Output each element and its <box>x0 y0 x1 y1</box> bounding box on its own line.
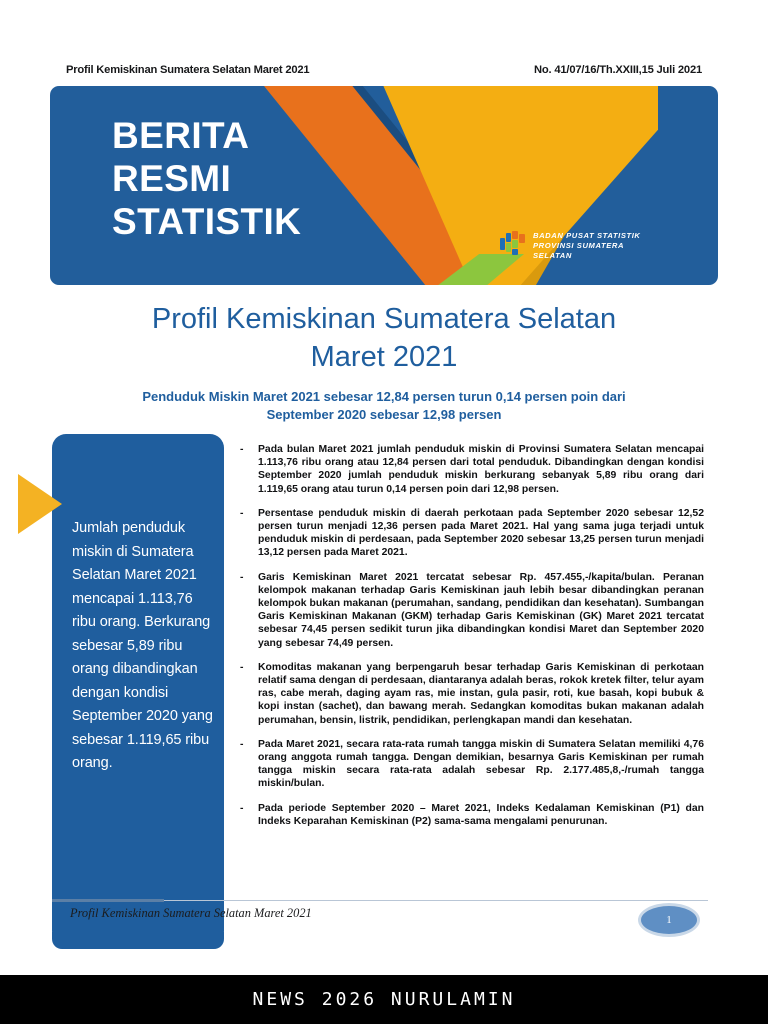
footer-divider-accent <box>52 899 164 902</box>
bps-wordmark-line-1: BADAN PUSAT STATISTIK <box>533 231 641 240</box>
page-subtitle-line-2: September 2020 sebesar 12,98 persen <box>266 407 502 422</box>
page-subtitle <box>70 388 698 424</box>
footer-tab-shape <box>52 932 224 949</box>
list-item: - Garis Kemiskinan Maret 2021 tercatat sebesar Rp. 457.455,-/kapita/bulan. Peranan kelompok makanan terhadap Garis Kemiskinan jauh lebih besar dibandingkan peranan kelompok bukan makanan (perumahan, sandang, pendidikan dan kesehatan). Sumbangan Garis Kemiskinan Makanan (GKM) terhadap Garis Kemiskinan (GK) Maret 2021 tercatat sebesar 74,45 persen sedikit turun jika dibandingkan kondisi Maret dan September 2020 yang sebesar 74,49 persen. <box>236 571 704 650</box>
list-item: - Komoditas makanan yang berpengaruh besar terhadap Garis Kemiskinan di perkotaan relatif sama dengan di perdesaan, diantaranya adalah beras, rokok kretek filter, telur ayam ras, cabe merah, daging ayam ras, mie instan, gula pasir, roti, kue basah, kopi bubuk & kopi instan (sachet), dan bawang merah. Sedangkan komoditas bukan makanan adalah perumahan, bensin, listrik, pendidikan, perlengkapan mandi dan kesehatan. <box>236 661 704 727</box>
page-number-badge: 1 <box>638 903 700 937</box>
running-header <box>66 64 702 76</box>
list-item: - Persentase penduduk miskin di daerah perkotaan pada September 2020 sebesar 12,52 persen turun menjadi 12,36 persen pada Maret 2021. Hal yang sama juga terjadi untuk penduduk miskin di perdesaan, pada September 2020 sebesar 13,25 persen turun menjadi 13,12 persen pada Maret 2021. <box>236 507 704 560</box>
bps-logo-block <box>500 231 641 261</box>
list-item: - Pada Maret 2021, secara rata-rata rumah tangga miskin di Sumatera Selatan memiliki 4,76 orang anggota rumah tangga. Dengan demikian, besarnya Garis Kemiskinan per rumah tangga miskin secara rata-rata adalah sebesar Rp. 2.177.485,8,-/rumah tangga miskin/bulan. <box>236 738 704 791</box>
banner-title-line-3: STATISTIK <box>112 201 302 242</box>
bps-wordmark-line-2: PROVINSI SUMATERA <box>533 241 625 250</box>
bps-wordmark-line-3: SELATAN <box>533 251 572 260</box>
bps-logo-icon <box>500 231 526 257</box>
banner-title-line-1: BERITA <box>112 115 250 156</box>
list-item: - Pada periode September 2020 – Maret 2021, Indeks Kedalaman Kemiskinan (P1) dan Indeks Keparahan Kemiskinan (P2) sama-sama mengalami penurunan. <box>236 802 704 828</box>
bps-logo-wordmark <box>533 231 641 261</box>
key-findings-list <box>236 443 704 839</box>
highlight-callout-text: Jumlah penduduk miskin di Sumatera Selatan Maret 2021 mencapai 1.113,76 ribu orang. Berkurang sebesar 5,89 ribu orang dibandingkan dengan kondisi September 2020 yang sebesar 1.119,65 ribu orang. <box>72 520 213 771</box>
running-header-right: No. 41/07/16/Th.XXIII,15 Juli 2021 <box>534 64 702 76</box>
banner-title <box>112 114 301 243</box>
footer-text: Profil Kemiskinan Sumatera Selatan Maret 2021 <box>70 906 312 920</box>
bottom-watermark-bar <box>0 975 768 1024</box>
page-title-line-2: Maret 2021 <box>310 341 458 373</box>
page-subtitle-line-1: Penduduk Miskin Maret 2021 sebesar 12,84 persen turun 0,14 persen poin dari <box>142 389 626 404</box>
running-header-left: Profil Kemiskinan Sumatera Selatan Maret 2021 <box>66 64 310 76</box>
banner-title-line-2: RESMI <box>112 158 232 199</box>
page-title-line-1: Profil Kemiskinan Sumatera Selatan <box>151 303 617 335</box>
page-title <box>60 300 708 376</box>
list-item: - Pada bulan Maret 2021 jumlah penduduk miskin di Provinsi Sumatera Selatan mencapai 1.113,76 ribu orang atau 12,84 persen dari total penduduk. Dibandingkan dengan kondisi September 2020 jumlah penduduk miskin berkurang sebanyak 5,89 ribu orang dari 1.119,65 orang atau turun 0,14 persen poin dari 12,98 persen. <box>236 443 704 496</box>
bottom-watermark-text: NEWS 2026 NURULAMIN <box>252 989 516 1010</box>
